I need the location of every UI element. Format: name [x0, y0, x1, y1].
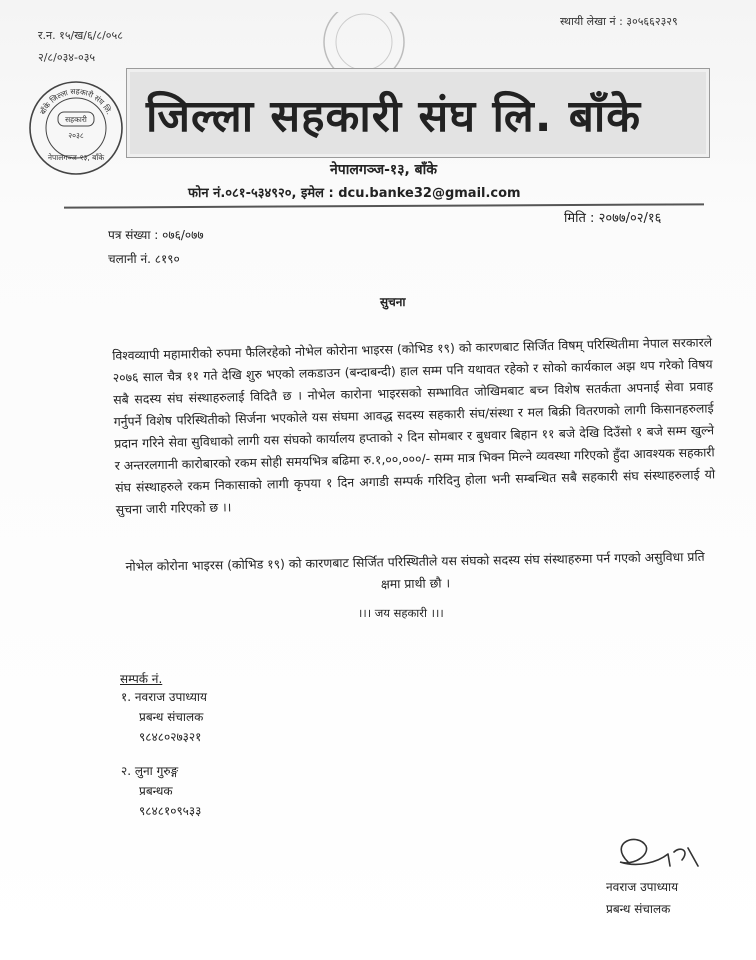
- signatory-block: [606, 876, 678, 920]
- permanent-account-number: स्थायी लेखा नं : ३०५६६२३२९: [560, 15, 678, 28]
- handwritten-signature: [598, 832, 708, 882]
- notice-paragraph-2: नोभेल कोरोना भाइरस (कोभिड १९) को कारणबाट सिर्जित परिस्थितीले यस संघको सदस्य संघ संस्थाहरुमा पर्न गएको असुविधा प्रति क्षमा प्राथी छौ ।: [125, 548, 705, 592]
- letter-date: मिति : २०७७/०२/१६: [564, 211, 662, 226]
- organization-seal: [28, 80, 124, 176]
- pan-number: २/८/०३४-०३५: [38, 51, 96, 64]
- contacts-heading: सम्पर्क नं.: [120, 672, 163, 686]
- registration-number: र.न. १५/ख/६/८/०५८: [38, 29, 123, 42]
- reference-number: पत्र संख्या : ०७६/०७७: [108, 228, 204, 242]
- seal-place: नेपालगञ्ज-१३, बाँके: [47, 153, 105, 162]
- contact-person-1: [121, 687, 207, 747]
- organization-address: नेपालगञ्ज-१३, बाँके: [330, 162, 438, 178]
- contact-name: २. लुना गुरुङ्ग: [121, 764, 179, 778]
- contact-phone: ९८४८१०९५३३: [139, 804, 202, 818]
- dispatch-number: चलानी नं. ८१९०: [108, 252, 180, 266]
- organization-contact: फोन नं.०८१-५३४९२०, इमेल : dcu.banke32@gmail.com: [188, 186, 521, 201]
- contact-phone: ९८४८०२७३२१: [139, 730, 202, 744]
- seal-ring-text: बाँके जिल्ला सहकारी संघ लि.: [38, 86, 114, 116]
- signatory-name: नवराज उपाध्याय: [606, 880, 679, 894]
- contact-role: प्रबन्ध संचालक: [139, 710, 204, 724]
- contact-person-2: [121, 761, 201, 821]
- notice-paragraph-1: विश्वव्यापी महामारीको रुपमा फैलिरहेको नोभेल कोरोना भाइरस (कोभिड १९) को कारणबाट सिर्जित विषम् परिस्थितीमा नेपाल सरकारले २०७६ साल चैत्र ११ गते देखि शुरु भएको लकडाउन (बन्दाबन्दी) हाल सम्म पनि यथावत रहेको र सोको कार्यकाल अझ थप गरेको विषय सबै सदस्य संघ संस्थाहरुलाई विदितै छ । नोभेल कारोना भाइरसको सम्भावित जोखिमबाट बच्न विशेष सतर्कता अपनाई सेवा प्रवाह गर्नुपर्ने विशेष परिस्थितीको सिर्जना भएकोले यस संघमा आवद्ध सदस्य सहकारी संघ/संस्था र मल बिक्री वितरणको लागी किसानहरुलाई प्रदान गरिने सेवा सुविधाको लागी यस संघको कार्यालय हप्ताको २ दिन सोमबार र बुधवार बिहान ११ बजे देखि दिउँसो १ बजे सम्म खुल्ने र अन्तरलगानी कारोबारको रकम सोही समयभित्र बढिमा रु.१,००,०००/- सम्म मात्र भिक्न मिल्ने व्यवस्था गरिएको हुँदा आवश्यक सहकारी संघ संस्थाहरुले रकम निकासाको लागी कृपया १ दिन अगाडी सम्पर्क गरिदिनु होला भनी सम्बन्धित सबै सहकारी संघ संस्थाहरुलाई यो सुचना जारी गरिएको छ ।।: [112, 334, 716, 517]
- faint-stamp-icon: [316, 12, 412, 72]
- contact-role: प्रबन्धक: [139, 784, 173, 798]
- organization-name: जिल्ला सहकारी संघ लि. बाँके: [146, 91, 642, 142]
- signatory-role: प्रबन्ध संचालक: [606, 902, 671, 916]
- contact-name: १. नवराज उपाध्याय: [121, 690, 207, 704]
- slogan: ।।। जय सहकारी ।।।: [358, 606, 444, 620]
- seal-center-text: सहकारी: [65, 115, 87, 124]
- seal-year: २०३८: [68, 131, 84, 140]
- notice-title: सुचना: [380, 295, 406, 309]
